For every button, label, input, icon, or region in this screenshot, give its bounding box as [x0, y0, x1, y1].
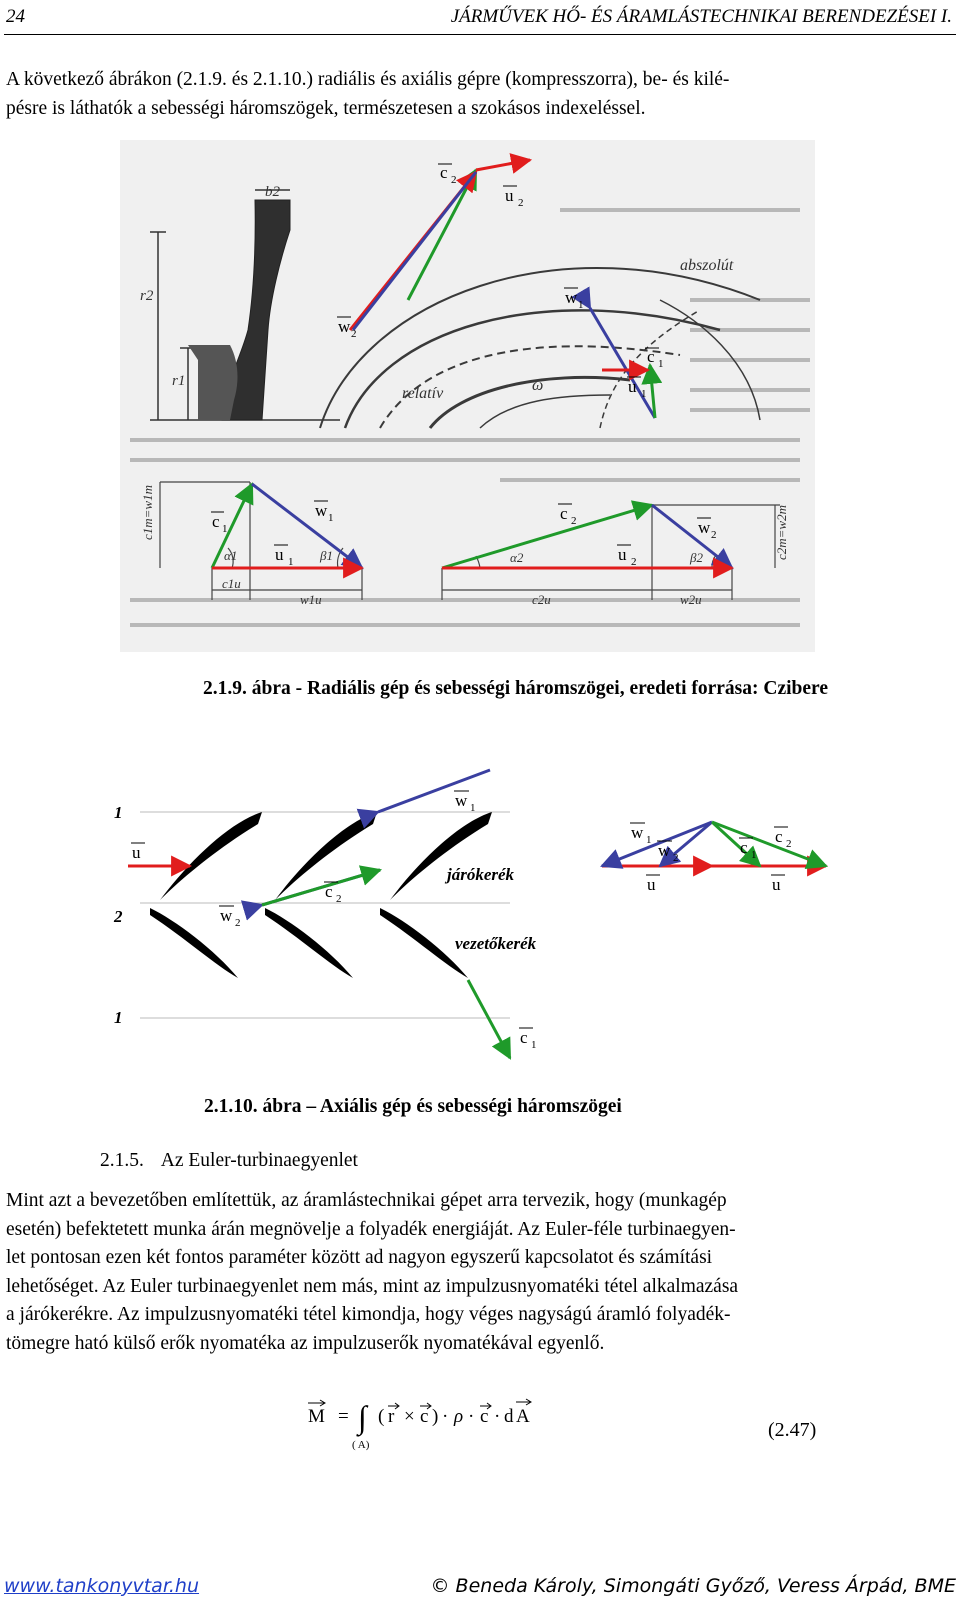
svg-text:w2u: w2u — [680, 592, 702, 607]
eq-dot3: · — [494, 1406, 501, 1427]
section-number: 2.1.5. — [100, 1150, 144, 1171]
svg-text:c: c — [647, 347, 655, 366]
svg-text:c: c — [325, 882, 333, 901]
svg-text:1: 1 — [531, 1039, 537, 1051]
eq-c1: c — [420, 1406, 429, 1427]
absolute-label: abszolút — [680, 257, 734, 274]
stator-label: vezetőkerék — [455, 934, 537, 953]
svg-text:1: 1 — [114, 803, 123, 822]
eq-M: M — [308, 1406, 325, 1427]
intro-line: A következő ábrákon (2.1.9. és 2.1.10.) radiális és axiális gépre (kompresszorra), be- és kilé- — [6, 69, 730, 90]
svg-text:α2: α2 — [510, 550, 524, 565]
stage-labels — [444, 865, 537, 953]
svg-text:β2: β2 — [690, 550, 703, 565]
svg-text:c2m=w2m: c2m=w2m — [774, 505, 789, 560]
svg-text:2: 2 — [518, 197, 524, 209]
svg-text:c: c — [440, 163, 448, 182]
eq-d: d — [504, 1406, 514, 1427]
svg-text:c1u: c1u — [222, 576, 241, 591]
eq-lparen: ( — [378, 1406, 385, 1427]
svg-text:2: 2 — [786, 838, 792, 850]
svg-text:1: 1 — [641, 388, 647, 400]
svg-text:1: 1 — [288, 556, 294, 568]
eq-times: × — [404, 1406, 415, 1427]
equation-number: (2.47) — [768, 1419, 817, 1441]
svg-text:w: w — [455, 791, 468, 810]
svg-text:1: 1 — [578, 299, 584, 311]
svg-text:1: 1 — [751, 849, 757, 861]
body-line: tömegre ható külső erők nyomatéka az impulzuserők nyomatékával egyenlő. — [6, 1332, 605, 1354]
r1-label: r1 — [172, 373, 186, 389]
svg-text:c1m=w1m: c1m=w1m — [140, 485, 155, 540]
body-line: esetén) befektetett munka árán megnövelje a folyadék energiáját. Az Euler-féle turbinaegyen- — [6, 1218, 736, 1240]
svg-text:1: 1 — [114, 1008, 123, 1027]
body-paragraph — [6, 1187, 930, 1358]
svg-text:w: w — [698, 518, 711, 537]
running-title: JÁRMŰVEK HŐ- ÉS ÁRAMLÁSTECHNIKAI BERENDEZÉSEI I. — [450, 6, 952, 27]
svg-text:c2u: c2u — [532, 592, 551, 607]
svg-text:2: 2 — [114, 907, 123, 926]
svg-text:w: w — [631, 823, 644, 842]
eq-dot1: · — [442, 1406, 449, 1427]
svg-text:w1u: w1u — [300, 592, 322, 607]
eq-c2: c — [480, 1406, 489, 1427]
svg-text:2: 2 — [673, 852, 679, 864]
svg-text:c: c — [740, 838, 748, 857]
body-line: lehetőséget. Az Euler turbinaegyenlet nem más, mint az impulzusnyomatéki tétel alkalmazása — [6, 1275, 739, 1297]
svg-text:w: w — [220, 906, 233, 925]
svg-text:c: c — [212, 512, 220, 531]
figure-2-1-10-caption: 2.1.10. ábra – Axiális gép és sebességi háromszögei — [204, 1096, 622, 1117]
relative-label: relatív — [402, 385, 444, 402]
svg-text:α1: α1 — [224, 548, 238, 563]
svg-text:u: u — [647, 875, 656, 894]
svg-text:c: c — [560, 504, 568, 523]
section-title: Az Euler-turbinaegyenlet — [160, 1150, 358, 1171]
intro-paragraph — [6, 66, 936, 123]
radial-machine-figure — [0, 130, 960, 670]
axial-machine-figure — [0, 760, 960, 1060]
svg-text:w: w — [338, 317, 351, 336]
eq-r: r — [388, 1406, 395, 1427]
euler-equation — [290, 1390, 850, 1460]
eq-rho: ρ — [454, 1406, 464, 1427]
body-line: Mint azt a bevezetőben említettük, az áramlástechnikai gépet arra tervezik, hogy (munkagép — [6, 1190, 727, 1211]
figure-2-1-9-caption: 2.1.9. ábra - Radiális gép és sebességi háromszögei, eredeti forrása: Czibere — [203, 678, 828, 699]
svg-text:β1: β1 — [320, 548, 333, 563]
svg-text:u: u — [275, 545, 284, 564]
svg-text:1: 1 — [328, 512, 334, 524]
svg-text:1: 1 — [470, 802, 476, 814]
svg-text:w: w — [658, 841, 671, 860]
b2-label: b2 — [265, 184, 280, 200]
svg-text:1: 1 — [658, 358, 664, 370]
svg-text:u: u — [618, 545, 627, 564]
svg-text:u: u — [505, 186, 514, 205]
page-footer — [0, 1565, 960, 1605]
svg-text:2: 2 — [711, 529, 717, 541]
authors-credit: © Beneda Károly, Simongáti Győző, Veress Árpád, BME — [430, 1575, 956, 1597]
body-line: a járókerékre. Az impulzusnyomatéki tétel kimondja, hogy véges nagyságú áramló folyadék- — [6, 1304, 731, 1325]
svg-text:1: 1 — [646, 834, 652, 846]
svg-text:c: c — [775, 827, 783, 846]
svg-text:u: u — [628, 377, 637, 396]
svg-text:w: w — [315, 501, 328, 520]
eq-rparen: ) — [432, 1406, 439, 1427]
omega-label: ω — [532, 377, 544, 394]
page-number: 24 — [6, 6, 25, 27]
site-link[interactable]: www.tankonyvtar.hu — [4, 1575, 200, 1597]
svg-text:2: 2 — [631, 556, 637, 568]
blade-row-vectors — [128, 770, 510, 1058]
r2-label: r2 — [140, 288, 154, 304]
svg-text:2: 2 — [451, 174, 457, 186]
stator-blades — [150, 908, 468, 978]
eq-limit: ( A) — [352, 1439, 370, 1451]
eq-equals: = — [338, 1406, 349, 1427]
svg-text:1: 1 — [222, 523, 228, 535]
svg-text:2: 2 — [235, 917, 241, 929]
svg-text:2: 2 — [336, 893, 342, 905]
svg-text:2: 2 — [351, 328, 357, 340]
eq-dot2: · — [468, 1406, 475, 1427]
svg-text:c: c — [520, 1028, 528, 1047]
eq-integral: ∫ — [358, 1399, 367, 1435]
section-heading — [100, 1150, 358, 1172]
svg-text:w: w — [565, 288, 578, 307]
station-numbers — [113, 803, 123, 1027]
page-header — [4, 2, 956, 35]
body-line: let pontosan ezen két fontos paraméter között ad nagyon egyszerű kapcsolatot és számítási — [6, 1247, 713, 1268]
svg-text:2: 2 — [571, 515, 577, 527]
intro-line: pésre is láthatók a sebességi háromszögek, természetesen a szokásos indexeléssel. — [6, 97, 646, 119]
triangle-labels — [630, 823, 792, 894]
svg-text:u: u — [772, 875, 781, 894]
eq-A: A — [516, 1406, 530, 1427]
svg-text:u: u — [132, 843, 141, 862]
rotor-label: járókerék — [447, 865, 515, 884]
